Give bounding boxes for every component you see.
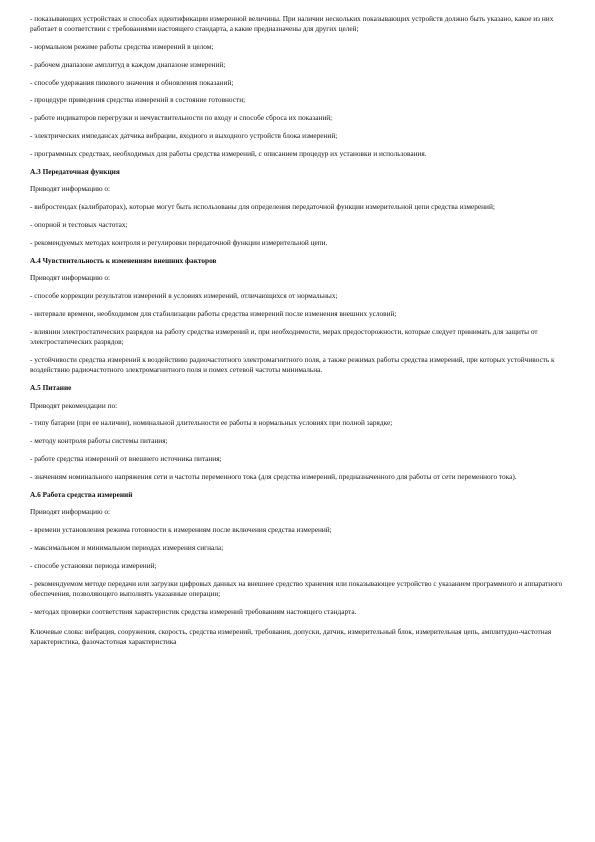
keywords-paragraph: Ключевые слова: вибрация, сооружения, скорость, средства измерений, требования, допуски, датчик, измерительный блок, измерительная цепь, амплитудно-частотная характеристика, фазочастотная характеристика	[30, 626, 552, 646]
paragraph: - вибростендах (калибраторах), которые могут быть использованы для определения передаточной функции измерительной цепи средства измерений;	[30, 202, 495, 212]
paragraph: - типу батареи (при ее наличии), номинальной длительности ее работы в нормальных условиях при полной зарядке;	[30, 418, 393, 428]
paragraph: - методах проверки соответствия характеристик средства измерений требованиям настоящего стандарта.	[30, 606, 357, 616]
paragraph: Приводят информацию о:	[30, 507, 111, 517]
paragraph: - способе установки периода измерений;	[30, 560, 157, 570]
paragraph: - способе коррекции результатов измерений в условиях измерений, отличающихся от нормальных;	[30, 291, 338, 301]
paragraph: Приводят информацию о:	[30, 273, 111, 283]
paragraph: - процедуре приведения средства измерений в состояние готовности;	[30, 95, 246, 105]
paragraph: - рекомендуемых методах контроля и регулировки передаточной функции измерительной цепи.	[30, 237, 328, 247]
paragraph: - значениям номинального напряжения сети и частоты переменного тока (для средства измерений, предназначенного для работы от сети переменного тока).	[30, 471, 517, 481]
document-body	[30, 14, 573, 617]
paragraph: - работе индикаторов перегрузки и нечувствительности по входу и способе сброса их показаний;	[30, 113, 333, 123]
paragraph: Приводят рекомендации по:	[30, 400, 118, 410]
section-heading: А.5 Питание	[30, 382, 72, 392]
section-heading: А.3 Передаточная функция	[30, 166, 120, 176]
paragraph: - работе средства измерений от внешнего источника питания;	[30, 453, 222, 463]
paragraph: Приводят информацию о:	[30, 184, 111, 194]
paragraph: - устойчивости средства измерений к воздействию радиочастотного электромагнитного поля, а также режимах работы средства измерений, при которых устойчивость к воздействию радиочастотного электромагнитного поля и помех сетевой частоты минимальна.	[30, 354, 555, 374]
paragraph: - нормальном режиме работы средства измерений в целом;	[30, 42, 214, 51]
section-heading: А.4 Чувствительность к изменениям внешних факторов	[30, 255, 217, 265]
paragraph: - рекомендуемом методе передачи или загрузки цифровых данных на внешнее средство хранения или показывающее устройство с указанием программного и аппаратного обеспечения, позволяющего выполнять указанные операции;	[30, 578, 563, 598]
paragraph: - программных средствах, необходимых для работы средства измерений, с описанием процедур их установки и использования.	[30, 148, 427, 158]
paragraph: - рабочем диапазоне амплитуд в каждом диапазоне измерений;	[30, 59, 226, 69]
section-heading: А.6 Работа средства измерений	[30, 489, 133, 499]
paragraph: - времени установления режима готовности к измерениям после включения средства измерений;	[30, 525, 332, 535]
paragraph: - показывающих устройствах и способах идентификации измеренной величины. При наличии нескольких показывающих устройств должно быть указано, какое из них работает в соответствии с требованиями настоящего стандарта, а какие предназначены для других целей;	[30, 14, 554, 34]
paragraph: - интервале времени, необходимом для стабилизации работы средства измерений после изменения внешних условий;	[30, 308, 397, 318]
paragraph: - методу контроля работы системы питания;	[30, 436, 168, 446]
paragraph: - электрических импедансах датчика вибрации, входного и выходного устройств блока измерений;	[30, 130, 338, 140]
paragraph: - влиянии электростатических разрядов на работу средства измерений и, при необходимости, мерах предосторожности, которые следует принимать для защиты от электростатических разрядов;	[30, 326, 538, 346]
paragraph: - опорной и тестовых частотах;	[30, 219, 128, 229]
paragraph: - способе удержания пикового значения и обновления показаний;	[30, 77, 234, 87]
paragraph: - максимальном и минимальном периодах измерения сигнала;	[30, 542, 224, 552]
